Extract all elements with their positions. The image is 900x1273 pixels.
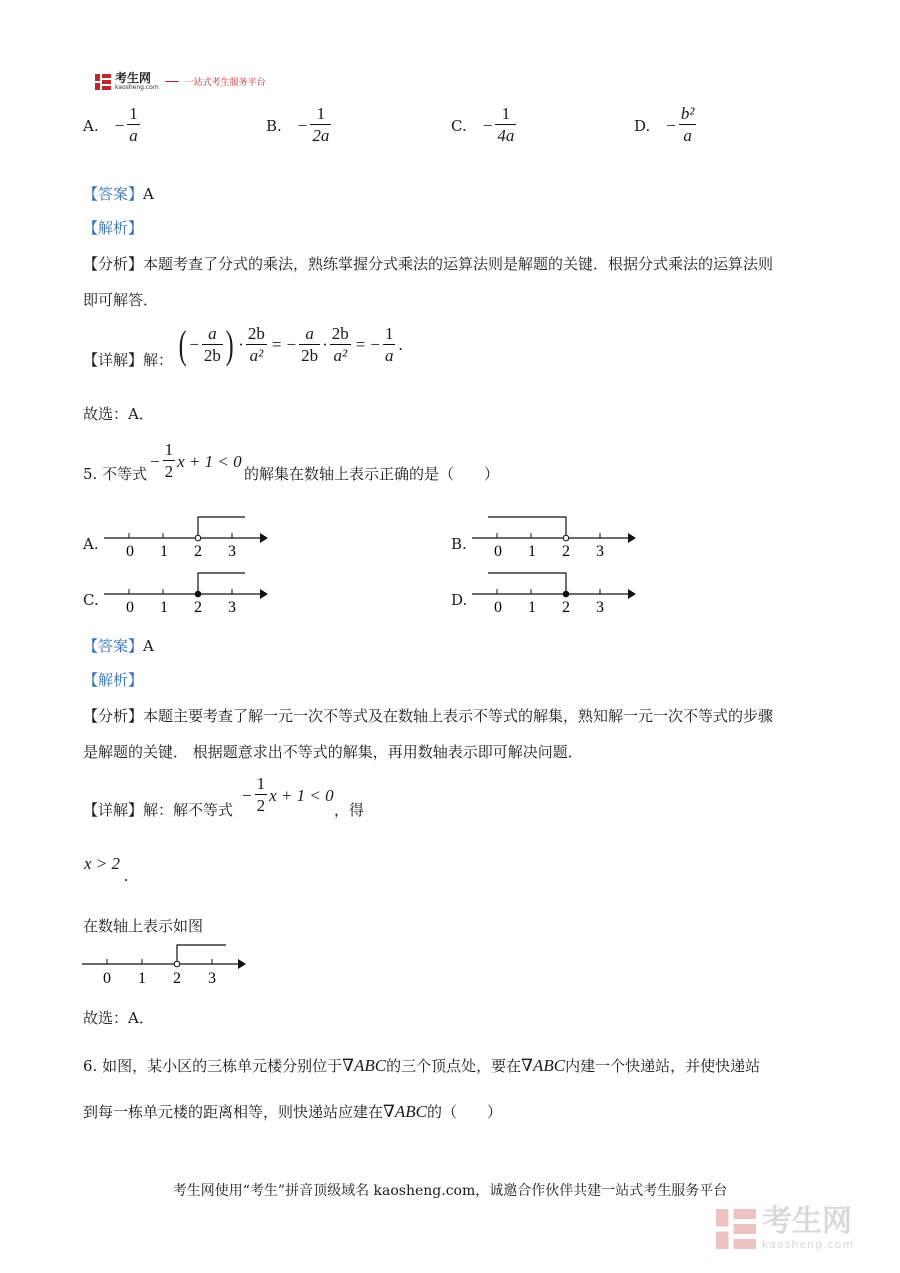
- q5-option-a-label: A.: [83, 535, 99, 553]
- tick-label: 1: [528, 599, 536, 616]
- q4-analysis-tag: 【解析】: [83, 219, 144, 237]
- detail-prefix: 解：: [143, 351, 174, 369]
- minus-sign: −: [189, 335, 199, 354]
- minus-sign: −: [370, 335, 380, 354]
- q5-fenxi-line2: 是解题的关键． 根据题意求出不等式的解集，再用数轴表示即可解决问题．: [83, 743, 583, 761]
- minus-sign: −: [150, 451, 160, 471]
- triangle-name: ABC: [532, 1056, 566, 1075]
- answer-tag: 【答案】: [83, 185, 144, 203]
- q4-equation: [176, 320, 403, 370]
- detail-tag: 【详解】: [83, 351, 144, 369]
- open-dot: [563, 535, 569, 541]
- detail-prefix: 解：解不等式: [143, 801, 234, 819]
- numberline-b: [468, 512, 643, 562]
- q4-option-c: [451, 104, 516, 147]
- equals-sign: =: [355, 335, 366, 354]
- q5-detail-label: [83, 800, 233, 820]
- minus-sign: −: [114, 115, 125, 135]
- frac-den: 2: [256, 796, 266, 815]
- q6-text: 的三个顶点处，要在: [386, 1057, 522, 1075]
- paren-open: (: [178, 322, 187, 367]
- q5-stem-start: [83, 464, 147, 484]
- paren-close: ): [225, 322, 234, 367]
- tick-label: 3: [228, 543, 236, 560]
- watermark-domain: kaosheng.com: [762, 1238, 855, 1251]
- solution-ray: [177, 945, 226, 964]
- tick-label: 2: [562, 543, 570, 560]
- frac-den: a: [384, 345, 394, 365]
- solution-ray: [488, 573, 566, 594]
- q6-text: 到每一栋单元楼的距离相等，则快递站应建在: [83, 1103, 384, 1121]
- tick-label: 0: [126, 543, 134, 560]
- q5-detail-suffix: ，得: [334, 801, 365, 819]
- fenxi-text: 本题主要考查了解一元一次不等式及在数轴上表示不等式的解集，熟知解一元一次不等式的步骤: [143, 707, 774, 725]
- q5-number: 5.: [83, 465, 98, 483]
- watermark-title: 考生网: [762, 1204, 852, 1239]
- q5-fenxi-line1: [83, 706, 773, 726]
- tick-label: 3: [228, 599, 236, 616]
- q4-choose: 故选：A．: [83, 405, 154, 423]
- q4-option-a: [83, 104, 140, 147]
- arrow-head: [260, 589, 268, 599]
- fenxi-tag: 【分析】: [83, 707, 144, 725]
- frac-num: a: [299, 324, 320, 345]
- triangle-symbol: ∇: [521, 1056, 533, 1075]
- frac-num: 2b: [331, 323, 349, 343]
- numberline-d: [468, 568, 643, 618]
- numberline-solution: [80, 938, 255, 988]
- q5-detail-inequality: [242, 774, 334, 817]
- tick-label: 0: [494, 599, 502, 616]
- dot-op: ·: [238, 335, 244, 354]
- watermark: [716, 1206, 854, 1251]
- minus-sign: −: [482, 115, 493, 135]
- frac-den: 2: [164, 462, 174, 481]
- watermark-logo-icon: [716, 1207, 756, 1251]
- minus-sign: −: [297, 115, 308, 135]
- closed-dot: [563, 591, 569, 597]
- minus-sign: −: [666, 115, 676, 135]
- frac-num: 2b: [247, 323, 265, 343]
- solution-ray: [198, 517, 245, 538]
- closed-dot: [195, 591, 201, 597]
- q4-detail-label: [83, 350, 173, 370]
- frac-den: 2b: [301, 345, 319, 365]
- q6-line1: [83, 1056, 760, 1076]
- frac-den: 4a: [497, 126, 515, 145]
- dot-op: ·: [322, 335, 328, 354]
- q5-option-d-label: D.: [451, 591, 468, 609]
- tick-label: 1: [160, 599, 168, 616]
- frac-num: 1: [164, 440, 174, 459]
- q5-option-c-label: C.: [83, 591, 99, 609]
- solution-ray: [488, 517, 566, 538]
- minus-sign: −: [286, 335, 297, 354]
- q5-option-b-label: B.: [451, 535, 467, 553]
- frac-num: 1: [310, 104, 331, 125]
- minus-sign: −: [242, 785, 252, 805]
- logo-domain: kaosheng.com: [115, 84, 159, 91]
- period: .: [398, 335, 403, 354]
- arrow-head: [628, 589, 636, 599]
- detail-tag: 【详解】: [83, 801, 144, 819]
- q5-analysis-tag: 【解析】: [83, 671, 144, 689]
- q6-line2: [83, 1102, 502, 1122]
- triangle-symbol: ∇: [342, 1056, 354, 1075]
- frac-num: 1: [256, 774, 266, 793]
- frac-den: a²: [249, 345, 264, 365]
- solution-ray: [198, 573, 245, 594]
- option-label: C.: [451, 116, 467, 135]
- arrow-head: [238, 959, 246, 969]
- tick-label: 2: [173, 970, 181, 987]
- q6-number: 6.: [83, 1057, 98, 1075]
- fenxi-text: 本题考查了分式的乘法，熟练掌握分式乘法的运算法则是解题的关键．根据分式乘法的运算法则: [143, 255, 774, 273]
- logo-icon: [95, 74, 111, 90]
- tick-label: 0: [103, 970, 111, 987]
- tick-label: 3: [596, 599, 604, 616]
- q4-answer: [83, 184, 154, 204]
- tick-label: 0: [494, 543, 502, 560]
- frac-num: 1: [384, 323, 394, 343]
- q5-inequality: [150, 440, 242, 483]
- ineq-rest: x + 1 < 0: [269, 785, 334, 805]
- frac-num: a: [202, 324, 223, 345]
- tick-label: 2: [194, 599, 202, 616]
- tick-label: 2: [194, 543, 202, 560]
- arrow-head: [628, 533, 636, 543]
- q6-text: 内建一个快递站，并使快递站: [565, 1057, 761, 1075]
- q5-answer: [83, 636, 154, 656]
- q4-option-d: [634, 104, 696, 147]
- q5-stem-suffix: 的解集在数轴上表示正确的是（ ）: [244, 465, 500, 483]
- answer-value: A: [143, 185, 154, 203]
- q5-numline-caption: 在数轴上表示如图: [83, 917, 204, 935]
- tick-label: 1: [160, 543, 168, 560]
- header-logo: [95, 72, 266, 91]
- q5-result-dot: .: [124, 866, 129, 885]
- numberline-a: [100, 512, 275, 562]
- open-dot: [174, 961, 180, 967]
- frac-den: a: [129, 126, 138, 145]
- frac-num: b²: [680, 104, 695, 123]
- tick-label: 2: [562, 599, 570, 616]
- ineq-rest: x + 1 < 0: [177, 451, 242, 471]
- option-label: A.: [83, 116, 99, 135]
- logo-slogan: 一站式考生服务平台: [184, 78, 266, 88]
- footer-text: 考生网使用“考生”拼音顶级域名 kaosheng.com，诚邀合作伙伴共建一站式考生服务平台: [172, 1183, 728, 1199]
- q5-choose: 故选：A．: [83, 1009, 154, 1027]
- numberline-c: [100, 568, 275, 618]
- logo-title: 考生网: [115, 71, 152, 85]
- q5-stem-prefix: 不等式: [102, 465, 148, 483]
- logo-divider: [165, 81, 179, 82]
- tick-label: 1: [528, 543, 536, 560]
- q4-option-b: [266, 104, 331, 147]
- equals-sign: =: [271, 335, 282, 354]
- answer-value: A: [143, 637, 154, 655]
- triangle-symbol: ∇: [383, 1102, 395, 1121]
- tick-label: 3: [596, 543, 604, 560]
- q6-text: 的（ ）: [427, 1103, 503, 1121]
- open-dot: [195, 535, 201, 541]
- triangle-name: ABC: [394, 1102, 427, 1121]
- option-label: B.: [266, 116, 282, 135]
- fenxi-tag: 【分析】: [83, 255, 144, 273]
- q5-result: x > 2: [84, 854, 121, 873]
- frac-num: 1: [129, 104, 138, 123]
- arrow-head: [260, 533, 268, 543]
- frac-den: 2b: [203, 345, 221, 365]
- tick-label: 3: [208, 970, 216, 987]
- frac-den: a: [683, 126, 692, 145]
- option-label: D.: [634, 116, 651, 135]
- q4-fenxi-line2: 即可解答．: [83, 291, 159, 309]
- tick-label: 1: [138, 970, 146, 987]
- frac-den: 2a: [312, 126, 330, 145]
- frac-den: a²: [333, 345, 348, 365]
- tick-label: 0: [126, 599, 134, 616]
- q4-fenxi-line1: [83, 254, 773, 274]
- triangle-name: ABC: [353, 1056, 387, 1075]
- answer-tag: 【答案】: [83, 637, 144, 655]
- q6-text: 如图，某小区的三栋单元楼分别位于: [102, 1057, 343, 1075]
- frac-num: 1: [495, 104, 516, 125]
